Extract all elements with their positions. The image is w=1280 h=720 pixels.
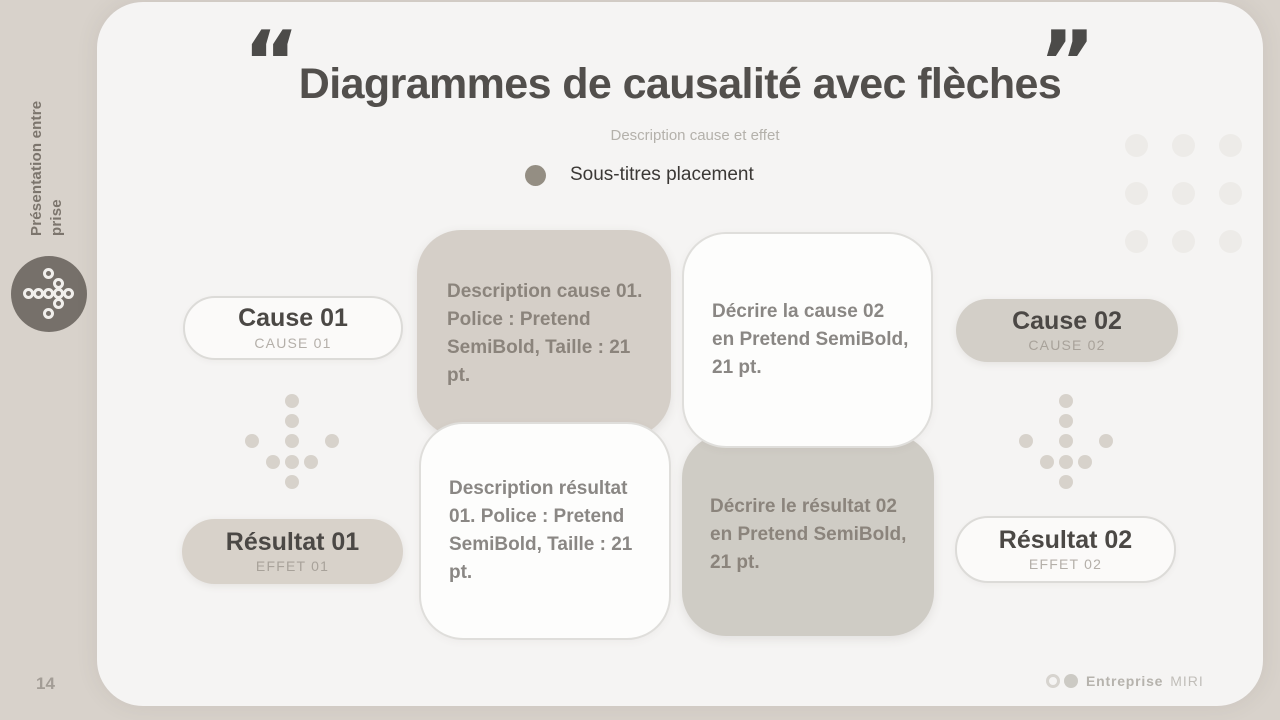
logo-ring — [63, 288, 74, 299]
slide-subtitle: Description cause et effet — [610, 127, 780, 144]
ring-circle-icon — [1046, 674, 1060, 688]
arrow-dot — [1099, 434, 1113, 448]
logo-ring — [43, 268, 54, 279]
arrow-dot — [325, 434, 339, 448]
bullet-circle-icon — [525, 165, 546, 186]
deco-dot — [1172, 182, 1195, 205]
arrow-dot — [285, 455, 299, 469]
cause-02-pill — [956, 299, 1178, 362]
arrow-dot — [245, 434, 259, 448]
deco-dots-grid — [1125, 134, 1242, 253]
arrow-dot — [1059, 475, 1073, 489]
subtitle-placement-row — [525, 164, 754, 186]
deco-dot — [1219, 182, 1242, 205]
sidebar-vertical-title: Présentation entre prise — [27, 100, 65, 236]
filled-circle-icon — [1064, 674, 1078, 688]
flow-arrow-down-icon — [1019, 394, 1113, 490]
brand-suffix: MIRI — [1170, 673, 1204, 689]
open-quote-icon: “ — [243, 13, 300, 113]
arrow-dot — [304, 455, 318, 469]
deco-dot — [1172, 134, 1195, 157]
page-number: 14 — [36, 674, 55, 693]
slide-card — [97, 2, 1263, 706]
arrow-dot — [1059, 414, 1073, 428]
result-01-label: Résultat 01 — [225, 527, 360, 556]
arrow-dot — [1059, 455, 1073, 469]
result-01-pill — [182, 519, 403, 584]
logo-arrow-icon — [11, 256, 87, 332]
deco-dot — [1219, 230, 1242, 253]
footer-brand — [1046, 673, 1204, 689]
cause-02-description: Décrire la cause 02 en Pretend SemiBold, 21 pt. — [712, 301, 909, 378]
arrow-dot — [1059, 394, 1073, 408]
subtitle-placement-label: Sous-titres placement — [570, 164, 754, 185]
result-01-tag: EFFET 01 — [255, 558, 330, 575]
arrow-dot — [285, 414, 299, 428]
result-01-description: Description résultat 01. Police : Pretend SemiBold, Taille : 21 pt. — [449, 478, 633, 583]
brand-logo — [11, 256, 87, 332]
flow-arrow-down-icon — [245, 394, 339, 490]
deco-dot — [1125, 134, 1148, 157]
close-quote-icon: ” — [1039, 13, 1096, 113]
arrow-dot — [1078, 455, 1092, 469]
result-02-tag: EFFET 02 — [1028, 556, 1103, 573]
arrow-dot — [285, 394, 299, 408]
slide-title: Diagrammes de causalité avec flèches — [298, 60, 1062, 108]
cause-01-tag: CAUSE 01 — [254, 334, 332, 351]
arrow-dot — [285, 434, 299, 448]
deco-dot — [1125, 182, 1148, 205]
arrow-dot — [266, 455, 280, 469]
brand-name: Entreprise — [1086, 673, 1164, 689]
logo-ring — [53, 298, 64, 309]
result-02-description-box — [682, 434, 934, 636]
result-01-description-box — [419, 422, 671, 640]
deco-dot — [1125, 230, 1148, 253]
cause-02-tag: CAUSE 02 — [1028, 337, 1106, 354]
cause-01-label: Cause 01 — [238, 304, 348, 333]
logo-ring — [43, 308, 54, 319]
result-02-pill — [955, 516, 1176, 583]
deco-dot — [1219, 134, 1242, 157]
arrow-dot — [1059, 434, 1073, 448]
cause-01-pill — [183, 296, 403, 360]
cause-01-description: Description cause 01. Police : Pretend SemiBold, Taille : 21 pt. — [447, 280, 643, 386]
cause-01-description-box — [417, 230, 671, 437]
deco-dot — [1172, 230, 1195, 253]
result-02-description: Décrire le résultat 02 en Pretend SemiBold, 21 pt. — [710, 496, 907, 573]
cause-02-label: Cause 02 — [1012, 306, 1122, 335]
arrow-dot — [285, 475, 299, 489]
arrow-dot — [1040, 455, 1054, 469]
arrow-dot — [1019, 434, 1033, 448]
cause-02-description-box — [682, 232, 933, 448]
result-02-label: Résultat 02 — [998, 525, 1133, 554]
